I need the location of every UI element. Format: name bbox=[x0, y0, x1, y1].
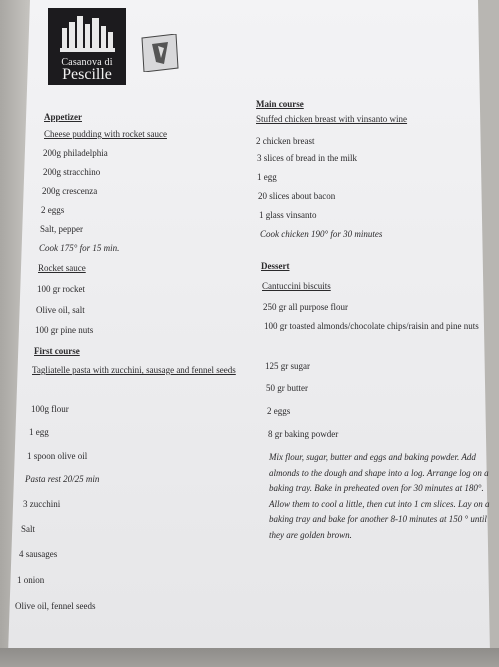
pasta-rest: Pasta rest 20/25 min bbox=[25, 474, 100, 484]
dessert-heading: Dessert bbox=[261, 261, 290, 271]
logo-line2: Pescille bbox=[62, 66, 112, 83]
appetizer-item: Salt, pepper bbox=[40, 224, 83, 234]
main-course-item: 20 slices about bacon bbox=[258, 191, 336, 201]
appetizer-item: 200g crescenza bbox=[42, 186, 98, 196]
appetizer-cook: Cook 175° for 15 min. bbox=[39, 243, 120, 253]
dessert-title: Cantuccini biscuits bbox=[262, 281, 331, 291]
first-course-item: 4 sausages bbox=[19, 549, 58, 559]
main-course-heading: Main course bbox=[256, 99, 304, 109]
first-course-item: Olive oil, fennel seeds bbox=[15, 601, 96, 611]
appetizer-item: 200g stracchino bbox=[43, 167, 101, 177]
appetizer-heading: Appetizer bbox=[44, 112, 82, 122]
first-course-item: 3 zucchini bbox=[23, 499, 61, 509]
appetizer-item: 200g philadelphia bbox=[43, 148, 108, 158]
first-course-item: 1 spoon olive oil bbox=[27, 451, 88, 461]
dessert-item: 50 gr butter bbox=[266, 383, 308, 393]
dessert-item: 125 gr sugar bbox=[265, 361, 310, 371]
logo-line1: Casanova di bbox=[61, 57, 113, 68]
sauce-item: 100 gr pine nuts bbox=[35, 325, 94, 335]
dessert-item: 8 gr baking powder bbox=[268, 429, 339, 439]
appetizer-title: Cheese pudding with rocket sauce bbox=[44, 129, 167, 139]
main-course-title: Stuffed chicken breast with vinsanto wine bbox=[256, 114, 408, 124]
main-course-item: 1 glass vinsanto bbox=[259, 210, 317, 220]
castle-towers-icon bbox=[48, 8, 126, 56]
dessert-item: 100 gr toasted almonds/chocolate chips/raisin and pine nuts bbox=[264, 321, 479, 331]
table-surface bbox=[0, 648, 499, 667]
main-course-cook: Cook chicken 190° for 30 minutes bbox=[260, 229, 383, 239]
first-course-item: 100g flour bbox=[31, 404, 69, 414]
dessert-item: 250 gr all purpose flour bbox=[263, 302, 348, 312]
main-course-item: 3 slices of bread in the milk bbox=[257, 153, 357, 163]
main-course-item: 1 egg bbox=[257, 172, 277, 182]
first-course-item: 1 egg bbox=[29, 427, 49, 437]
sauce-title: Rocket sauce bbox=[38, 263, 86, 273]
appetizer-item: 2 eggs bbox=[41, 205, 65, 215]
first-course-heading: First course bbox=[34, 346, 80, 356]
dessert-item: 2 eggs bbox=[267, 406, 291, 416]
sauce-item: Olive oil, salt bbox=[36, 305, 85, 315]
first-course-item: 1 onion bbox=[17, 575, 45, 585]
dessert-method: Mix flour, sugar, butter and eggs and baking powder. Add almonds to the dough and shape into a log. Arrange log on a baking tray. Bake in preheated oven for 30 minutes at 180°. Allow them to cool a little, then cut into 1 cm slices. Lay on a baking tray and bake for another 8-10 minutes at 150 ° until they are golden brown. bbox=[269, 452, 490, 540]
sauce-item: 100 gr rocket bbox=[37, 284, 85, 294]
casanova-logo bbox=[48, 8, 126, 85]
stamp-seal-icon bbox=[138, 34, 180, 72]
first-course-item: Salt bbox=[21, 524, 36, 534]
first-course-title: Tagliatelle pasta with zucchini, sausage and fennel seeds bbox=[32, 365, 236, 375]
main-course-item: 2 chicken breast bbox=[256, 136, 315, 146]
